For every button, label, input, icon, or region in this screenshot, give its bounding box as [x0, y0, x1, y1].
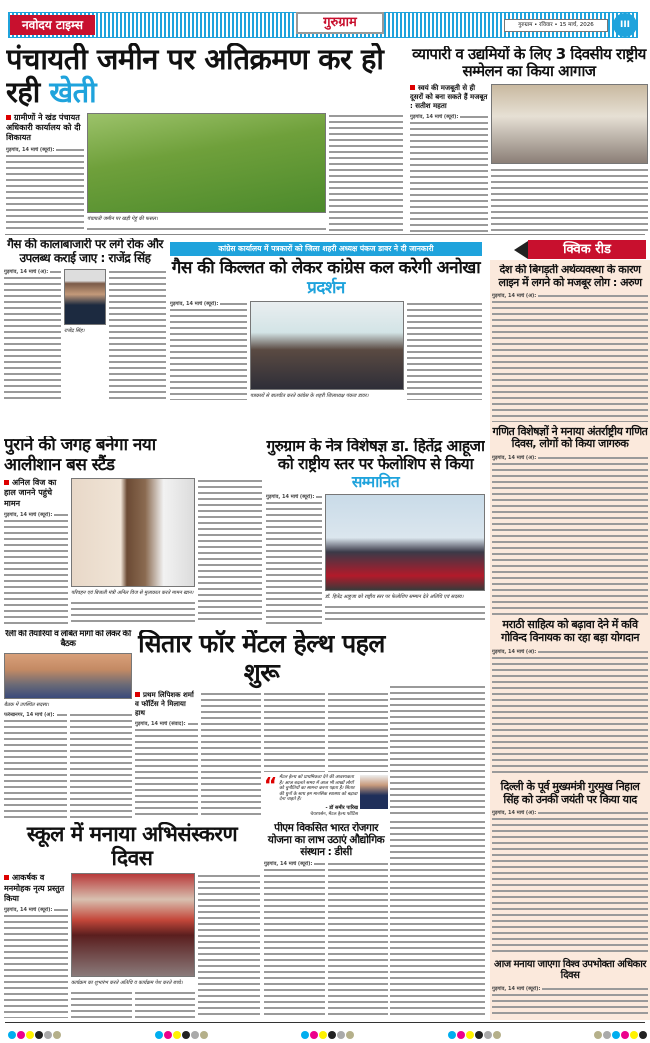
photo-rally-meeting — [4, 653, 132, 699]
dateline: गुड़गांव, 14 मार्च (अ): — [4, 268, 49, 275]
body-school-4 — [198, 873, 260, 1018]
photo-rajendra-singh — [64, 269, 106, 325]
body-rally — [4, 712, 67, 818]
body-ahuja-2 — [325, 604, 485, 624]
dateline: गुड़गांव, 14 मार्च (ब्यूरो): — [266, 494, 315, 501]
dateline: गुड़गांव, 14 मार्च (ब्यूरो): — [4, 907, 53, 914]
headline-accent: सम्मानित — [351, 472, 400, 491]
color-registration-marks — [8, 1024, 648, 1034]
quick-read-body — [492, 649, 648, 777]
caption-congress: पत्रकारों से बातचीत करते कांग्रेस के शहरी जिलाध्यक्ष पंकज डावर। — [250, 393, 369, 399]
dateline: गुड़गांव, 14 मार्च (ब्यूरो): — [492, 985, 541, 992]
quick-read-body — [492, 810, 648, 954]
dateline: गुड़गांव, 14 मार्च (अ): — [492, 648, 537, 655]
body-conference-2 — [491, 167, 648, 233]
body-rally-2 — [70, 712, 133, 818]
dateline: गुड़गांव, 14 मार्च (ब्यूरो): — [4, 512, 53, 519]
story-conference — [410, 46, 648, 232]
quote-mark-icon: “ — [264, 773, 278, 798]
subhead-encroachment: ग्रामीणों ने खंड पंचायत अधिकारी कार्यालय को दी शिकायत — [6, 113, 84, 144]
quick-read-headline: देश की बिगड़ती अर्थव्यवस्था के कारण लाइन में लगने को मजबूर लोग : अरुण — [498, 264, 642, 289]
body-gas-black-2 — [109, 269, 166, 400]
quick-read-list — [492, 264, 648, 1018]
quick-read-body — [492, 986, 648, 1018]
body-pm-scheme-2 — [328, 861, 389, 1018]
body-encroachment-2 — [87, 226, 326, 232]
headline-conference: व्यापारी व उद्यमियों के लिए 3 दिवसीय राष्ट्रीय सम्मेलन का किया आगाज — [412, 46, 646, 81]
body-conference — [410, 114, 488, 232]
headline-school: स्कूल में मनाया अभिसंस्करण दिवस — [26, 822, 238, 871]
page-number-icon: III — [613, 13, 637, 37]
story-pm-scheme — [264, 822, 388, 1018]
story-ahuja — [266, 438, 485, 624]
headline-gas-black: गैस की कालाबाजारी पर लगे रोक और उपलब्ध कराई जाए : राजेंद्र सिंह — [7, 238, 163, 265]
right-filler-column — [390, 684, 485, 1018]
body-school-3 — [135, 990, 196, 1018]
quick-read-headline: मराठी साहित्य को बढ़ावा देने में कवि गोविन्द विनायक का रहा बड़ा योगदान — [501, 618, 639, 645]
date-line: गुरुग्राम • रविवार • 15 मार्च, 2026 — [504, 19, 608, 32]
story-congress — [170, 242, 482, 400]
quote-author: - डॉ समीर पारिख — [325, 805, 358, 811]
story-school — [4, 822, 260, 1018]
dateline: गुड़गांव, 14 मार्च (ब्यूरो): — [410, 113, 459, 120]
bottom-rule — [5, 1022, 645, 1023]
caption-encroachment: पंचायती जमीन पर खड़ी गेहूं की फसल। — [87, 216, 158, 222]
subhead-school: आकर्षक व मनमोहक नृत्य प्रस्तुत किया — [4, 873, 68, 904]
headline-congress — [170, 259, 482, 298]
quote-text: मेंटल हेल्थ को प्राथमिकता देने की आवश्यकता है। आज बदलते समय में आज भी लाखों लोगों को चुनौतियों का सामना करना पड़ता है। सितार की धुनों के साथ हम मानसिक स्वास्थ्य को बढ़ावा देना चाहते हैं। — [279, 775, 358, 803]
story-encroachment — [6, 43, 403, 232]
caption-school: कार्यक्रम का शुभारंभ करते अतिथि व कार्यक्रम पेश करते बच्चे। — [71, 980, 183, 986]
quick-read-arrow-icon — [514, 241, 528, 259]
quick-read-headline: आज मनाया जाएगा विश्व उपभोक्ता अधिकार दिवस — [494, 958, 646, 982]
subhead-bus-stand: अनिल विज का हाल जानने पहुंचे मामन — [4, 478, 68, 509]
photo-conference — [491, 84, 648, 164]
banner-congress: कांग्रेस कार्यालय में पत्रकारों को जिला शहरी अध्यक्ष पंकज डावर ने दी जानकारी — [170, 242, 482, 256]
body-bus-stand-2 — [71, 600, 195, 624]
story-rally — [4, 630, 132, 818]
headline-bus-stand: पुराने की जगह बनेगा नया आलीशान बस स्टैंड — [4, 436, 156, 475]
headline-text: पंचायती जमीन पर अतिक्रमण कर हो रही — [6, 43, 384, 110]
caption-ahuja: डॉ. हितेंद्र आहूजा को राष्ट्रीय स्तर पर फेलोशिप सम्मान देते अतिथि एवं सदस्य। — [325, 594, 464, 600]
headline-accent: प्रदर्शन — [307, 277, 345, 298]
quick-read-headline: गणित विशेषज्ञों ने मनाया अंतर्राष्ट्रीय गणित दिवस, लोगों को किया जागरुक — [492, 424, 648, 451]
divider — [5, 234, 645, 235]
body-sitar-3 — [264, 691, 325, 773]
headline-text: गैस की किल्लत को लेकर कांग्रेस कल करेगी अनोखा — [171, 258, 481, 278]
body-encroachment — [6, 147, 84, 232]
body-sitar-5 — [390, 684, 485, 816]
body-sitar-4 — [328, 691, 389, 773]
quote-box — [264, 775, 388, 818]
body-encroachment-3 — [329, 113, 403, 232]
photo-wheat-field — [87, 113, 326, 213]
headline-sitar: सितार फॉर मेंटल हेल्थ पहल शुरू — [138, 630, 385, 687]
body-ahuja — [266, 494, 322, 624]
dateline: गुड़गांव, 14 मार्च (अ): — [492, 293, 537, 300]
body-gas-black — [4, 269, 61, 400]
subhead-sitar: प्रथम लिपिशक शर्मा व फॉर्टिस ने मिलाया हाथ — [135, 691, 198, 718]
body-sitar-2 — [201, 691, 261, 819]
headline-text: गुरुग्राम के नेत्र विशेषज्ञ डा. हितेंद्र आहूजा को राष्ट्रीय स्तर पर फेलोशिप से किया — [266, 438, 485, 473]
caption-bus-stand: परिवहन एवं बिजली मंत्री अनिल विज से मुलाकात करते मामन खान। — [71, 590, 194, 596]
photo-ahuja-award — [325, 494, 485, 591]
photo-samir-parikh — [360, 775, 388, 809]
dateline: गुड़गांव, 14 मार्च (संवाद): — [135, 720, 186, 727]
story-sitar — [135, 630, 388, 818]
subhead-conference: स्वयं की मजबूती से ही दूसरों को बना सकते हैं मजबूत : सतीश महता — [410, 83, 488, 110]
photo-school-event — [71, 873, 195, 977]
photo-anil-vij — [71, 478, 195, 587]
headline-rally: रैली की तैयारियों व लंबित मांगों को लेकर की बैठक — [5, 630, 131, 649]
body-bus-stand — [4, 512, 68, 624]
body-congress-2 — [407, 301, 482, 400]
body-school — [4, 907, 68, 1018]
photo-congress-press — [250, 301, 404, 390]
body-pm-scheme-3 — [390, 819, 485, 1018]
dateline: गुड़गांव, 14 मार्च (ब्यूरो): — [264, 861, 313, 868]
logo: नवोदय टाइम्स — [10, 15, 95, 35]
body-congress — [170, 301, 247, 400]
headline-encroachment — [6, 43, 403, 110]
dateline: गुड़गांव, 14 मार्च (अ): — [492, 454, 537, 461]
quick-read-body — [492, 455, 648, 616]
body-school-2 — [71, 990, 132, 1018]
body-pm-scheme — [264, 861, 325, 1018]
headline-ahuja — [266, 438, 485, 491]
quick-read-body — [492, 293, 648, 421]
dateline: गुड़गांव, 14 मार्च (अ): — [492, 810, 537, 817]
section-title: गुरुग्राम — [296, 12, 384, 34]
dateline: गुड़गांव, 14 मार्च (ब्यूरो): — [6, 146, 55, 153]
caption-rally: बैठक में उपस्थित सदस्य। — [4, 701, 49, 708]
dateline: फर्रुखनगर, 14 मार्च (अ): — [4, 711, 55, 718]
quick-read-headline: दिल्ली के पूर्व मुख्यमंत्री गुरमुख निहाल सिंह को उनकी जयंती पर किया याद — [500, 780, 640, 806]
caption-rajendra: राजेंद्र सिंह। — [64, 327, 85, 334]
body-sitar — [135, 721, 198, 818]
story-bus-stand — [4, 436, 262, 624]
story-gas-black — [4, 238, 166, 400]
quote-role: चेयरपर्सन, मेंटल हेल्थ फॉर्टिस — [310, 812, 358, 817]
dateline: गुड़गांव, 14 मार्च (ब्यूरो): — [170, 301, 219, 308]
body-bus-stand-3 — [198, 478, 262, 624]
headline-accent: खेती — [49, 75, 97, 110]
headline-pm-scheme: पीएम विकसित भारत रोजगार योजना का लाभ उठाएं औद्योगिक संस्थान : डीसी — [267, 822, 385, 859]
quick-read-label: क्विक रीड — [528, 240, 646, 259]
